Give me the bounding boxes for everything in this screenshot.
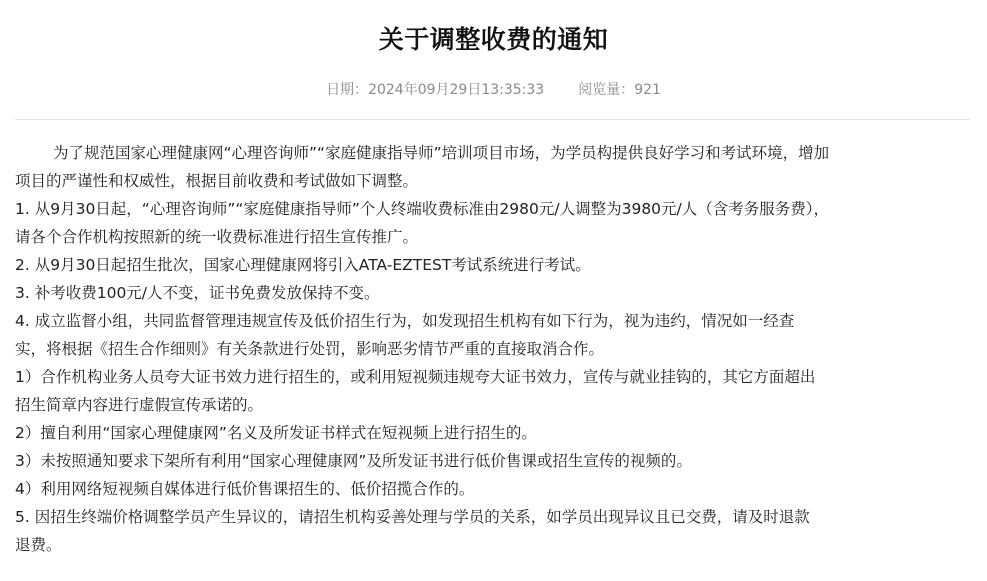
paragraph-line: 为了规范国家心理健康网“心理咨询师”“家庭健康指导师”培训项目市场，为学员构提供良好学习和考试环境，增加 (53, 144, 830, 162)
paragraph-line: 实，将根据《招生合作细则》有关条款进行处罚，影响恶劣情节严重的直接取消合作。 (15, 340, 605, 358)
date-label: 日期： (326, 82, 369, 98)
date-value: 2024年09月29日13:35:33 (368, 82, 545, 98)
paragraph-line: 请各个合作机构按照新的统一收费标准进行招生宣传推广。 (15, 228, 419, 246)
paragraph-line: 4）利用网络短视频自媒体进行低价售课招生的、低价招揽合作的。 (15, 480, 475, 498)
paragraph-line: 5. 因招生终端价格调整学员产生异议的，请招生机构妥善处理与学员的关系，如学员出现异议且已交费，请及时退款 (15, 508, 810, 526)
paragraph-line: 项目的严谨性和权威性，根据目前收费和考试做如下调整。 (15, 172, 419, 190)
paragraph-line: 退费。 (15, 536, 62, 554)
views-label: 阅览量： (578, 82, 635, 98)
paragraph-line: 2. 从9月30日起招生批次，国家心理健康网将引入ATA-EZTEST考试系统进行考试。 (15, 256, 591, 274)
notice-body (15, 139, 977, 559)
paragraph-line: 3. 补考收费100元/人不变，证书免费发放保持不变。 (15, 284, 380, 302)
header-divider (15, 119, 970, 120)
paragraph-line: 1）合作机构业务人员夸大证书效力进行招生的，或利用短视频违规夸大证书效力，宣传与就业挂钩的，其它方面超出 (15, 368, 816, 386)
paragraph-line: 1. 从9月30日起，“心理咨询师”“家庭健康指导师”个人终端收费标准由2980元/人调整为3980元/人（含考务服务费）， (15, 200, 830, 218)
notice-meta (0, 79, 987, 99)
paragraph-line: 招生简章内容进行虚假宣传承诺的。 (15, 396, 264, 414)
paragraph-line: 3）未按照通知要求下架所有利用“国家心理健康网”及所发证书进行低价售课或招生宣传的视频的。 (15, 452, 692, 470)
paragraph-line: 4. 成立监督小组，共同监督管理违规宣传及低价招生行为，如发现招生机构有如下行为，视为违约，情况如一经查 (15, 312, 795, 330)
views-value: 921 (634, 82, 661, 98)
page-title: 关于调整收费的通知 (378, 25, 609, 54)
paragraph-line: 2）擅自利用“国家心理健康网”名义及所发证书样式在短视频上进行招生的。 (15, 424, 537, 442)
